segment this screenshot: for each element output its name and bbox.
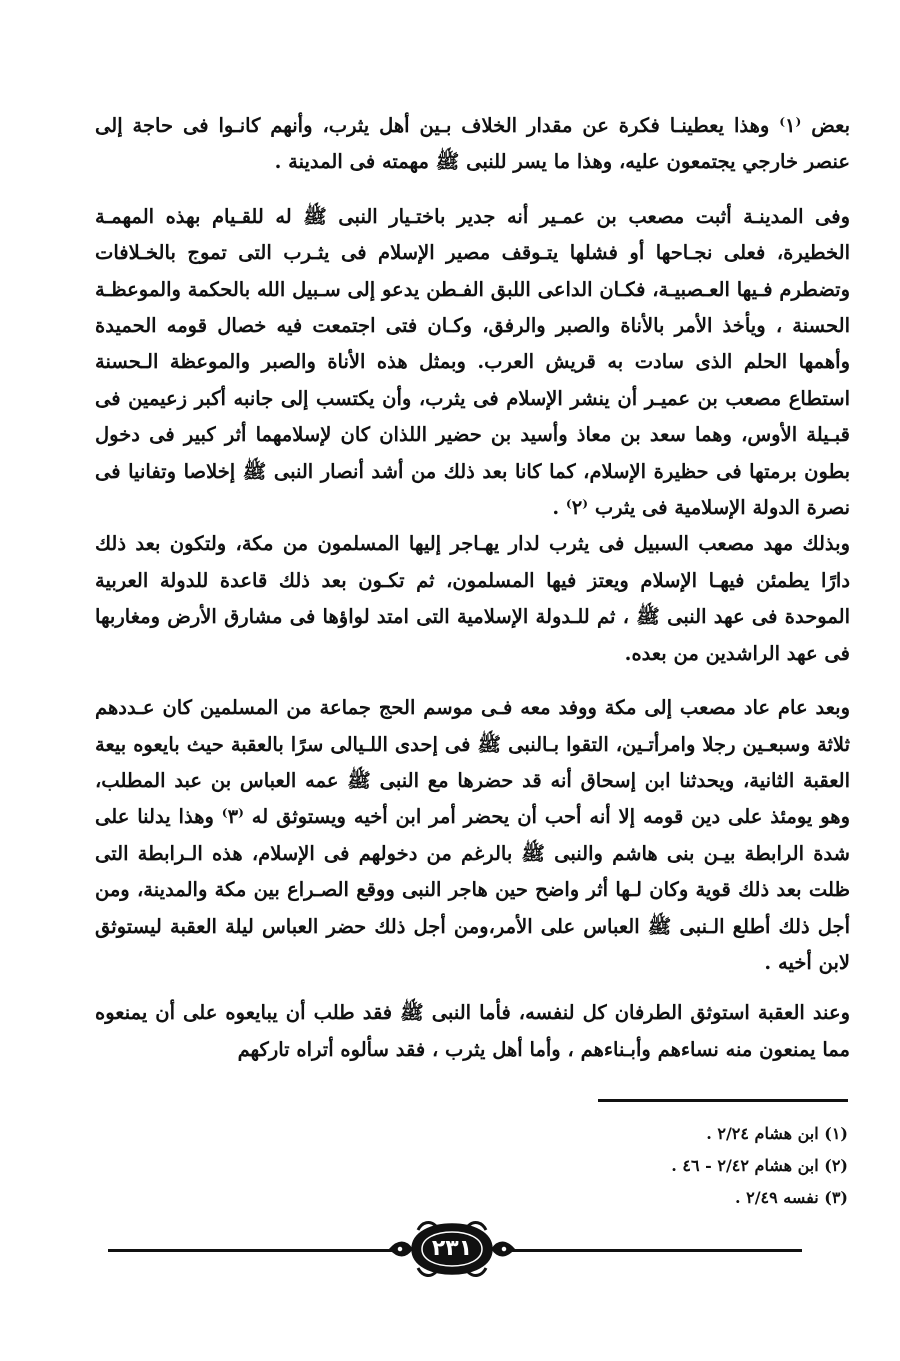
footnote-3: (٣) نفسه ٢/٤٩ . — [734, 1188, 848, 1207]
paragraph-2: وفى المدينـة أثبت مصعب بن عمـير أنه جدير باختـيار النبى ﷺ له للقـيام بهذه المهمـة الخطيرة، فعلى نجـاحها أو فشلها يتـوقف مصير الإسلام فى يثـرب التى تموج بالخـلافات وتضطرم فـيها العـصبيـة، فكـان الداعى اللبق الفـطن يدعو إلى سـبيل الله بالحكمة والموعظـة الحسنة ، ويأخذ الأمر بالأناة والصبر والرفق، وكـان فتى اجتمعت فيه خصال قومه الحميدة وأهمها الحلم الذى سادت به قريش العرب. وبمثل هذه الأناة والصبر والموعظة الـحسنة استطاع مصعب بن عميـر أن ينشر الإسلام فى يثرب، وأن يكتسب إلى جانبه أكبر زعيمين فى قبـيلة الأوس، وهما سعد بن معاذ وأسيد بن حضير اللذان كان لإسلامهما أثر كبير فى دخول بطون برمتها فى حظيرة الإسلام، كما كانا بعد ذلك من أشد أنصار النبى ﷺ إخلاصا وتفانيا فى نصرة الدولة الإسلامية فى يثرب ⁽٢⁾ . — [95, 204, 850, 520]
paragraph-5: وعند العقبة استوثق الطرفان كل لنفسه، فأما النبى ﷺ فقد طلب أن يبايعوه على أن يمنعوه مما يمنعون منه نساءهم وأبـناءهم ، وأما أهل يثرب ، فقد سألوه أتراه تاركهم — [95, 1001, 850, 1061]
footnote-divider — [598, 1099, 848, 1102]
paragraph-3: وبذلك مهد مصعب السبيل فى يثرب لدار يهـاجر إليها المسلمون من مكة، ولتكون بعد ذلك دارًا يطمئن فيهـا الإسلام ويعتز فيها المسلمون، ثم تكـون بعد ذلك قاعدة للدولة العربية الموحدة فى عهد النبى ﷺ ، ثم للـدولة الإسلامية التى امتد لواؤها فى مشارق الأرض ومغاربها فى عهد الراشدين من بعده. — [95, 532, 850, 665]
paragraph-4: وبعد عام عاد مصعب إلى مكة ووفد معه فـى موسم الحج جماعة من المسلمين كان عـددهم ثلاثة وسبعـين رجلا وامرأتـين، التقوا بـالنبى ﷺ فى إحدى اللـيالى سرًا بالعقبة حيث بايعوه بيعة العقبة الثانية، ويحدثنا ابن إسحاق أنه قد حضرها مع النبى ﷺ عمه العباس بن عبد المطلب، وهو يومئذ على دين قومه إلا أنه أحب أن يحضر أمر ابن أخيه ويستوثق له ⁽٣⁾ وهذا يدلنا على شدة الرابطة بيـن بنى هاشم والنبى ﷺ بالرغم من دخولهم فى الإسلام، هذه الـرابطة التى ظلت بعد ذلك قوية وكان لـها أثر واضح حين هاجر النبى ووقع الصـراع بين مكة والمدينة، ومن أجل ذلك أطلع الـنبى ﷺ العباس على الأمر،ومن أجل ذلك حضر العباس ليلة العقبة ليستوثق لابن أخيه . — [95, 696, 850, 974]
page-number: ٢٣١ — [431, 1236, 473, 1261]
footnote-2: (٢) ابن هشام ٢/٤٢ - ٤٦ . — [671, 1156, 848, 1175]
paragraph-1: بعض ⁽١⁾ وهذا يعطينـا فكرة عن مقدار الخلاف بـين أهل يثرب، وأنهم كانـوا فى حاجة إلى عنصر خارجي يجتمعون عليه، وهذا ما يسر للنبى ﷺ مهمته فى المدينة . — [95, 114, 850, 174]
footer-rule-left — [108, 1249, 393, 1252]
footer-rule-right — [512, 1249, 802, 1252]
footnote-1: (١) ابن هشام ٢/٢٤ . — [706, 1124, 848, 1143]
main-text — [95, 108, 850, 1068]
footnotes — [448, 1118, 848, 1214]
